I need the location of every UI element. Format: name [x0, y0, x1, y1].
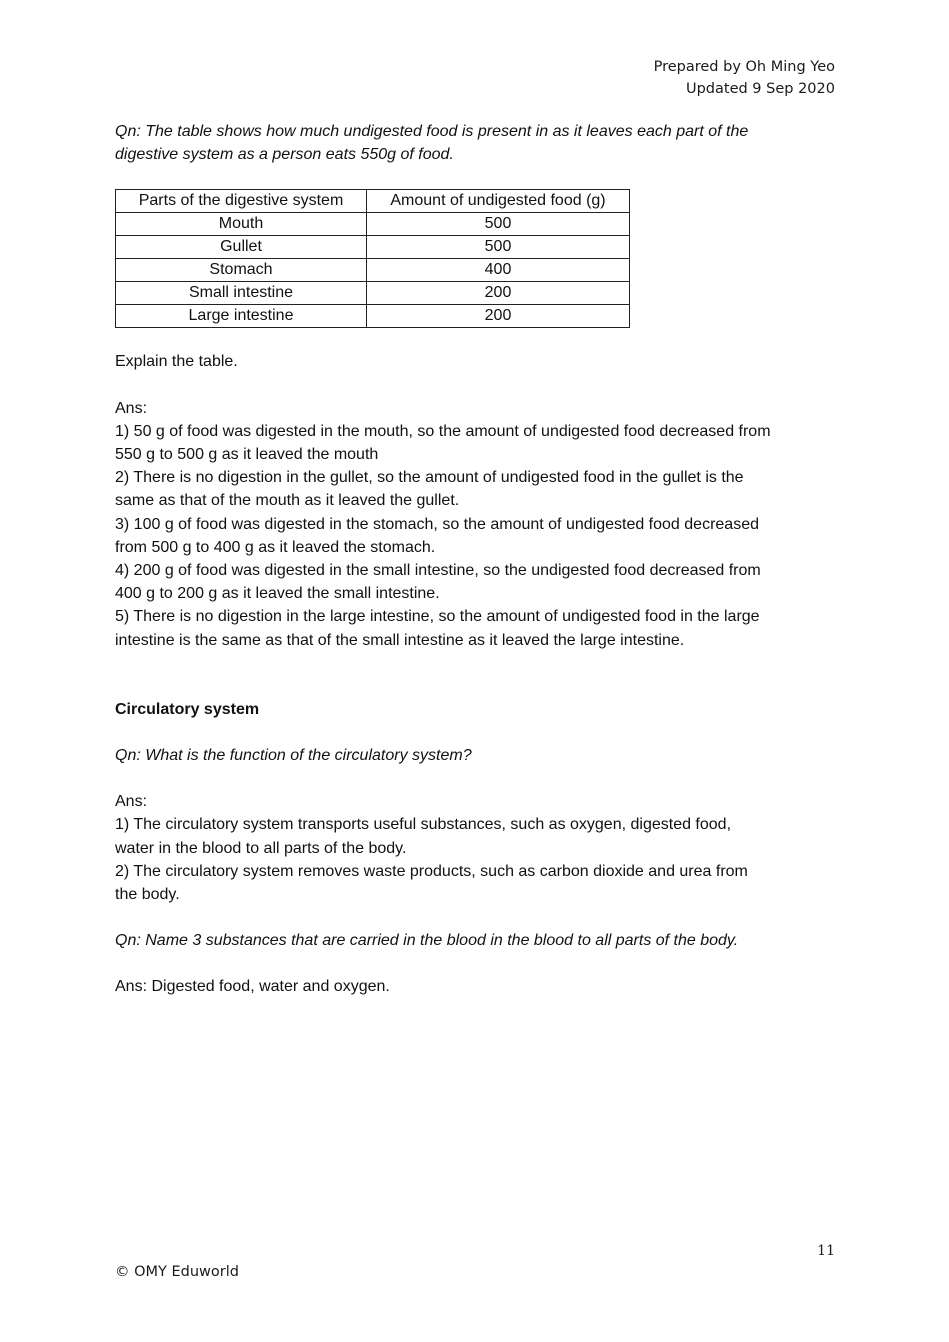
answer-line: 3) 100 g of food was digested in the stomach, so the amount of undigested food decreased	[115, 515, 759, 533]
table-header-row	[116, 190, 630, 213]
answer-label: Ans:	[115, 793, 148, 811]
page-number: 11	[817, 1243, 835, 1259]
page-header	[654, 56, 835, 100]
answer-line: water in the blood to all parts of the body.	[115, 839, 407, 857]
question-blood-substances: Qn: Name 3 substances that are carried in the blood in the blood to all parts of the body.	[115, 932, 739, 950]
answer-line: from 500 g to 400 g as it leaved the stomach.	[115, 538, 436, 556]
table-cell: Small intestine	[116, 282, 367, 305]
table-row	[116, 213, 630, 236]
answer-line: 5) There is no digestion in the large intestine, so the amount of undigested food in the large	[115, 608, 760, 626]
answer-line: 4) 200 g of food was digested in the small intestine, so the undigested food decreased from	[115, 562, 761, 580]
updated-date: Updated 9 Sep 2020	[685, 81, 835, 97]
answer-label: Ans:	[115, 399, 148, 417]
table-header-cell: Amount of undigested food (g)	[367, 190, 630, 213]
answer-line: 2) The circulatory system removes waste products, such as carbon dioxide and urea from	[115, 862, 748, 880]
table-row	[116, 282, 630, 305]
answer-line: same as that of the mouth as it leaved the gullet.	[115, 492, 460, 510]
answer-line: 550 g to 500 g as it leaved the mouth	[115, 446, 379, 464]
table-cell: 500	[367, 213, 630, 236]
answer-line: 2) There is no digestion in the gullet, so the amount of undigested food in the gullet is the	[115, 469, 744, 487]
table-row	[116, 305, 630, 328]
answer-line: intestine is the same as that of the small intestine as it leaved the large intestine.	[115, 631, 685, 649]
table-cell: Gullet	[116, 236, 367, 259]
table-header-cell: Parts of the digestive system	[116, 190, 367, 213]
instruction-text: Explain the table.	[115, 353, 238, 371]
answer-circulatory-function	[115, 813, 840, 906]
table-cell: 500	[367, 236, 630, 259]
answer-blood-substances: Ans: Digested food, water and oxygen.	[115, 978, 390, 996]
table-row	[116, 259, 630, 282]
table-cell: Large intestine	[116, 305, 367, 328]
page-content	[115, 120, 840, 999]
answer-line: 1) 50 g of food was digested in the mouth, so the amount of undigested food decreased from	[115, 422, 771, 440]
question-circulatory-function: Qn: What is the function of the circulatory system?	[115, 747, 472, 765]
prepared-by: Prepared by Oh Ming Yeo	[653, 59, 835, 75]
section-heading-circulatory: Circulatory system	[115, 700, 260, 718]
copyright-footer: © OMY Eduworld	[115, 1264, 239, 1280]
question-digestion: Qn: The table shows how much undigested food is present in as it leaves each part of the digestive system as a person eats 550g of food.	[115, 123, 749, 164]
table-cell: 400	[367, 259, 630, 282]
table-row	[116, 236, 630, 259]
answer-digestion	[115, 420, 840, 652]
table-cell: 200	[367, 305, 630, 328]
undigested-food-table	[115, 189, 630, 328]
answer-line: 1) The circulatory system transports useful substances, such as oxygen, digested food,	[115, 816, 732, 834]
table-cell: Stomach	[116, 259, 367, 282]
table-cell: 200	[367, 282, 630, 305]
answer-line: 400 g to 200 g as it leaved the small intestine.	[115, 585, 440, 603]
answer-line: the body.	[115, 886, 180, 904]
table-cell: Mouth	[116, 213, 367, 236]
